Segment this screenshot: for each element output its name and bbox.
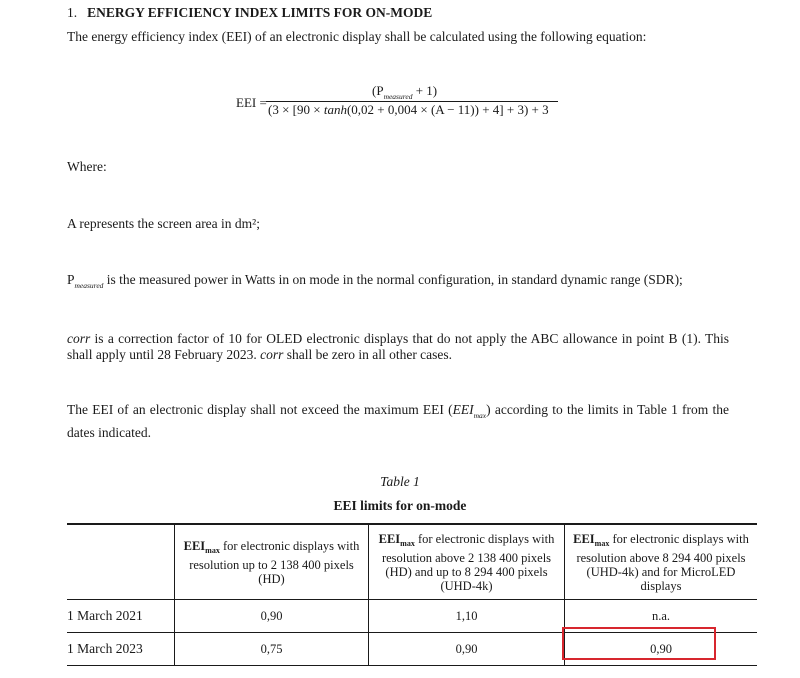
where-label: Where: [67, 159, 107, 174]
equation-numerator: $(P_{measured} + 1)$ [372, 83, 438, 101]
header-cell-uhd: $EEI_{max}$ for electronic displays with resolution above 2 138 400 pixels (HD) and up to 8 294 400 pixels (UHD-4k) [369, 524, 565, 600]
table-cell: 1,10 [369, 600, 565, 633]
definition-corr: corr is a correction factor of 10 for OLED electronic displays that do not apply the ABC allowance in point B (1). This shall apply until 28 February 2023. corr shall be zero in all other cases. [67, 331, 729, 362]
row-date: 1 March 2021 [67, 600, 175, 633]
table-cell: 0,90 [369, 633, 565, 666]
table-cell: n.a. [565, 600, 758, 633]
intro-paragraph: The energy efficiency index (EEI) of an electronic display shall be calculated using the following equation: [67, 29, 647, 44]
table-header-row [67, 524, 757, 600]
table-cell: 0,75 [175, 633, 369, 666]
header-cell-hd: $EEI_{max}$ for electronic displays with resolution up to 2 138 400 pixels (HD) [175, 524, 369, 600]
eei-limit-paragraph: The EEI of an electronic display shall not exceed the maximum EEI $(EEI_{max})$ according to the limits in Table 1 from the dates indicated. [67, 402, 729, 440]
equation-denominator: (3 × [90 × tanh(0,02 + 0,004 × (A − 11)) + 4] + 3) + 3 [268, 102, 549, 117]
section-title: ENERGY EFFICIENCY INDEX LIMITS FOR ON-MODE [87, 5, 433, 20]
header-empty-cell [67, 524, 175, 600]
table-title: EEI limits for on-mode [333, 498, 467, 513]
table-cell: 0,90 [175, 600, 369, 633]
row-date: 1 March 2023 [67, 633, 175, 666]
table-cell-highlighted: 0,90 [565, 633, 758, 666]
section-number: 1. [67, 5, 78, 20]
section-heading [67, 5, 432, 21]
definition-p-measured: $P_{measured}$ is the measured power in Watts in on mode in the normal configuration, in standard dynamic range (SDR); [67, 272, 683, 290]
equation-lhs: EEI = [236, 95, 267, 110]
table-label: Table 1 [380, 474, 420, 489]
highlight-box [562, 627, 716, 660]
definition-a: A represents the screen area in dm²; [67, 216, 260, 231]
header-cell-above-uhd: $EEI_{max}$ for electronic displays with resolution above 8 294 400 pixels (UHD-4k) and for MicroLED displays [565, 524, 758, 600]
